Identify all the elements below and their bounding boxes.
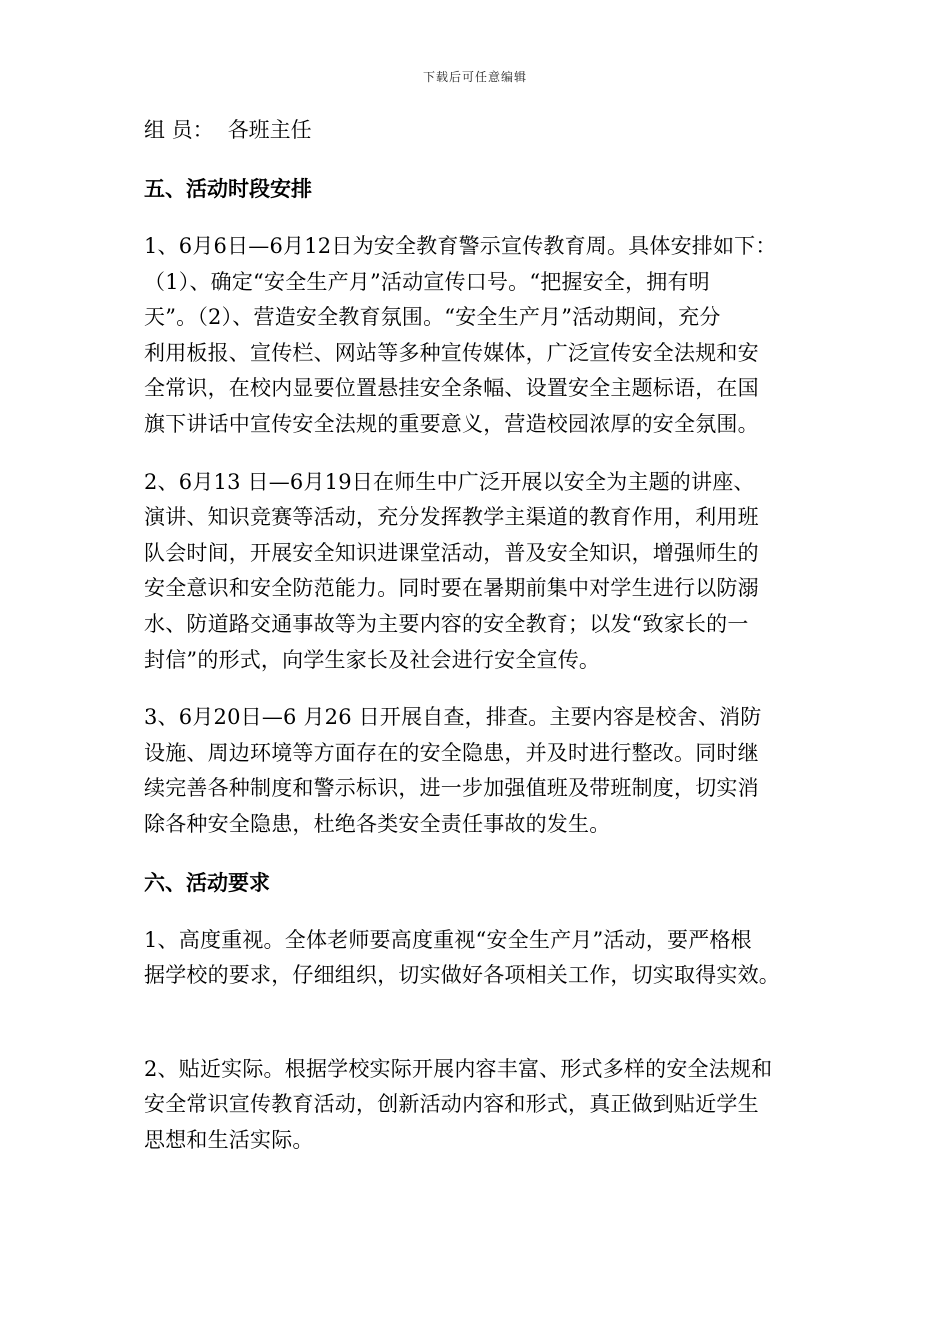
paragraph-line: 1、高度重视。全体老师要高度重视“安全生产月”活动，要严格根 bbox=[144, 927, 752, 952]
paragraph-line: 封信”的形式，向学生家长及社会进行安全宣传。 bbox=[144, 647, 601, 672]
paragraph-line: 全常识，在校内显要位置悬挂安全条幅、设置安全主题标语，在国 bbox=[144, 376, 759, 401]
section-5-paragraph-3 bbox=[144, 700, 808, 842]
paragraph-line: 利用板报、宣传栏、网站等多种宣传媒体，广泛宣传安全法规和安 bbox=[144, 340, 759, 365]
section-6-paragraph-2 bbox=[144, 1052, 808, 1159]
members-value: 各班主任 bbox=[227, 118, 312, 142]
paragraph-line: 队会时间，开展安全知识进课堂活动，普及安全知识，增强师生的 bbox=[144, 540, 759, 565]
paragraph-line: 2、6月13 日—6月19日在师生中广泛开展以安全为主题的讲座、 bbox=[144, 469, 755, 494]
section-6-paragraph-1 bbox=[144, 923, 808, 994]
paragraph-line: 水、防道路交通事故等为主要内容的安全教育；以发“致家长的一 bbox=[144, 611, 749, 636]
paragraph-line: 据学校的要求，仔细组织，切实做好各项相关工作，切实取得实效。 bbox=[144, 963, 780, 988]
paragraph-line: 3、6月20日—6 月26 日开展自查，排查。主要内容是校舍、消防 bbox=[144, 705, 762, 730]
section-5-heading: 五、活动时段安排 bbox=[144, 177, 312, 201]
paragraph-line: 除各种安全隐患，杜绝各类安全责任事故的发生。 bbox=[144, 811, 611, 836]
members-line bbox=[144, 112, 808, 148]
paragraph-line: 安全意识和安全防范能力。同时要在暑期前集中对学生进行以防溺 bbox=[144, 576, 759, 601]
paragraph-line: 天”。（2）、营造安全教育氛围。“安全生产月”活动期间，充分 bbox=[144, 305, 721, 330]
paragraph-line: 2、贴近实际。根据学校实际开展内容丰富、形式多样的安全法规和 bbox=[144, 1056, 773, 1081]
paragraph-line: 思想和生活实际。 bbox=[144, 1127, 314, 1152]
paragraph-line: 续完善各种制度和警示标识，进一步加强值班及带班制度，切实消 bbox=[144, 776, 759, 801]
paragraph-line: 设施、周边环境等方面存在的安全隐患，并及时进行整改。同时继 bbox=[144, 740, 759, 765]
page-header-note: 下载后可任意编辑 bbox=[422, 70, 527, 84]
paragraph-line: 旗下讲话中宣传安全法规的重要意义，营造校园浓厚的安全氛围。 bbox=[144, 411, 759, 436]
paragraph-line: （1）、确定“安全生产月”活动宣传口号。“把握安全，拥有明 bbox=[144, 269, 710, 294]
paragraph-line: 安全常识宣传教育活动，创新活动内容和形式，真正做到贴近学生 bbox=[144, 1092, 759, 1117]
section-5-paragraph-1 bbox=[144, 229, 808, 443]
paragraph-line: 1、6月6日—6月12日为安全教育警示宣传教育周。具体安排如下： bbox=[144, 234, 777, 258]
members-label: 组 员： bbox=[144, 118, 214, 142]
paragraph-line: 演讲、知识竞赛等活动，充分发挥教学主渠道的教育作用，利用班 bbox=[144, 505, 759, 530]
section-6-heading: 六、活动要求 bbox=[144, 870, 270, 895]
section-5-paragraph-2 bbox=[144, 465, 808, 679]
document-body bbox=[144, 112, 808, 1158]
